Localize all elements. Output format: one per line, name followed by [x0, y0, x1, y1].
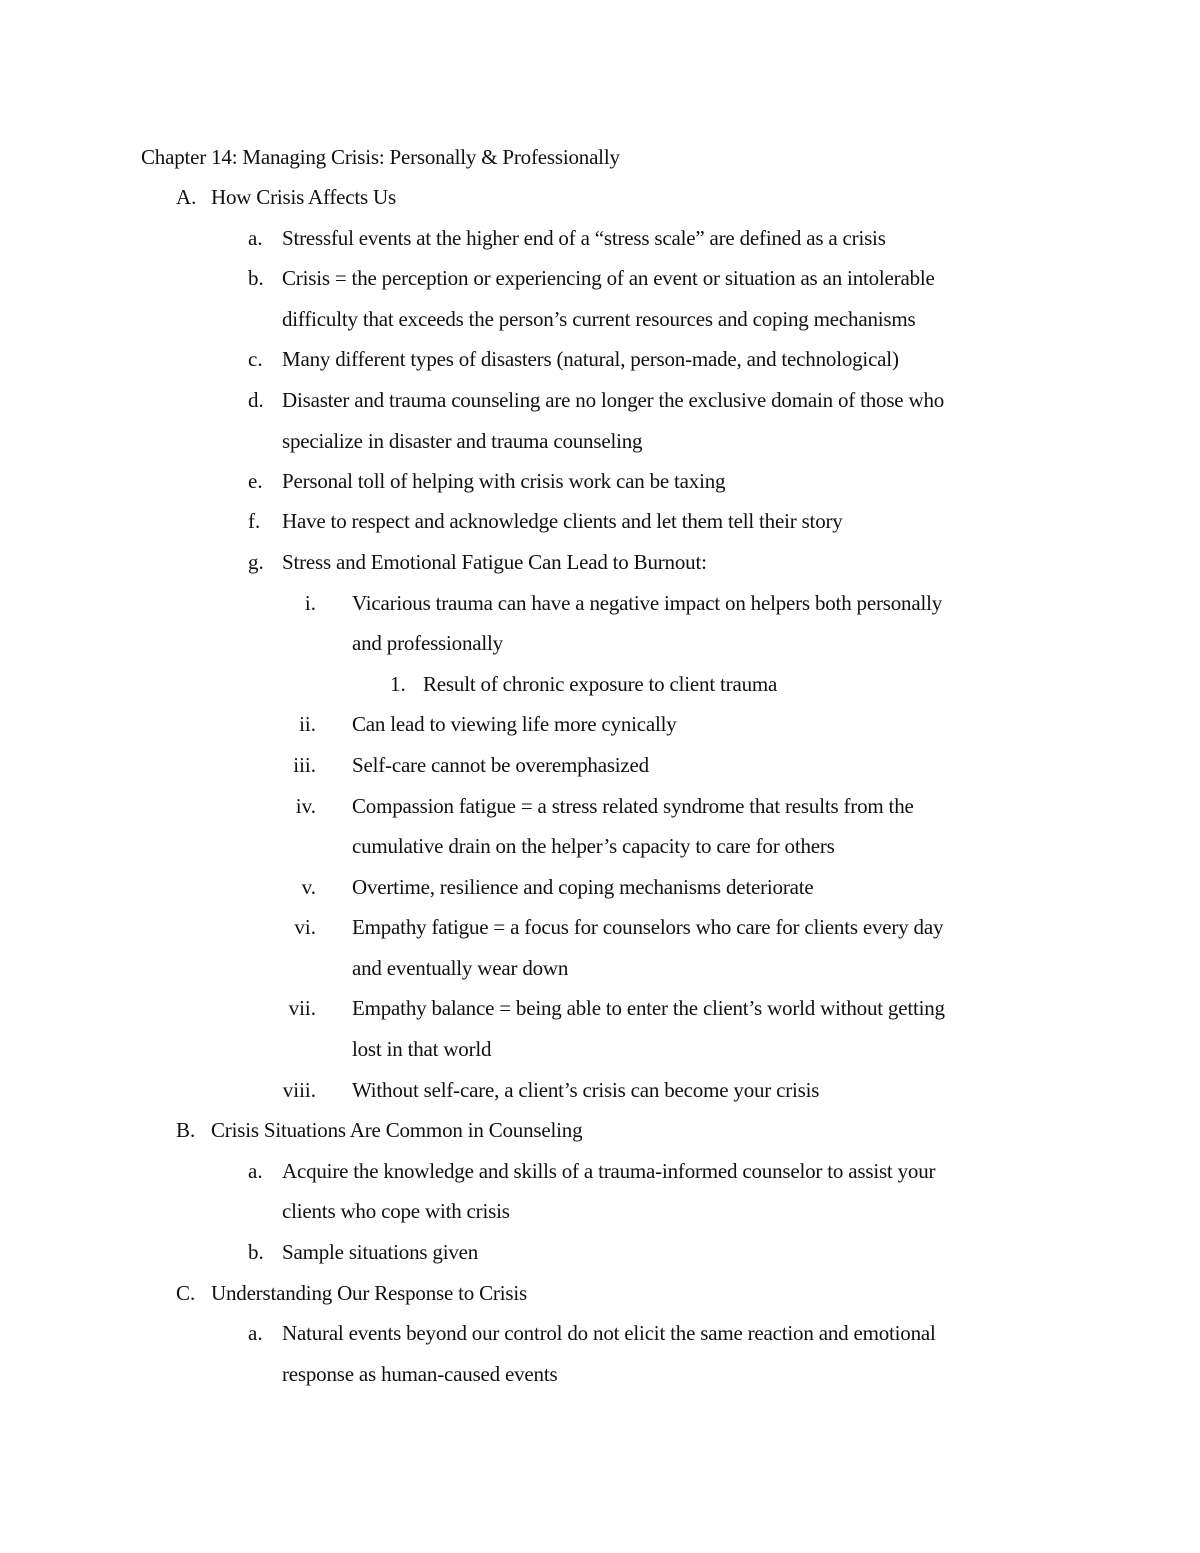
sublist-item-marker: vi. — [294, 915, 316, 939]
sublist-item: Vicarious trauma can have a negative impact on helpers both personally — [352, 591, 943, 615]
list-item: Sample situations given — [282, 1240, 479, 1264]
list-item-marker: a. — [248, 226, 263, 250]
list-item-marker: b. — [248, 266, 264, 290]
section-a-marker: A. — [176, 185, 197, 209]
list-item-marker: a. — [248, 1159, 263, 1183]
section-a-heading: How Crisis Affects Us — [211, 185, 396, 209]
list-item: Acquire the knowledge and skills of a trauma-informed counselor to assist your — [282, 1159, 936, 1183]
sublist-item-marker: ii. — [299, 712, 316, 736]
sublist-item-marker: v. — [301, 875, 316, 899]
list-item: Natural events beyond our control do not elicit the same reaction and emotional — [282, 1321, 936, 1345]
list-item-marker: b. — [248, 1240, 264, 1264]
sublist-item-continuation: lost in that world — [352, 1037, 492, 1061]
sublist-item: Compassion fatigue = a stress related syndrome that results from the — [352, 794, 914, 818]
list-item: Crisis = the perception or experiencing of an event or situation as an intolerable — [282, 266, 935, 290]
section-b-marker: B. — [176, 1118, 196, 1142]
list-item-marker: f. — [248, 509, 261, 533]
list-item-continuation: specialize in disaster and trauma counseling — [282, 429, 643, 453]
sublist-item-marker: viii. — [282, 1078, 316, 1102]
list-item: Stressful events at the higher end of a “stress scale” are defined as a crisis — [282, 226, 886, 250]
list-item-marker: d. — [248, 388, 264, 412]
subsublist-item-marker: 1. — [390, 672, 406, 696]
sublist-item: Overtime, resilience and coping mechanisms deteriorate — [352, 875, 814, 899]
section-b-heading: Crisis Situations Are Common in Counseling — [211, 1118, 583, 1142]
list-item-marker: g. — [248, 550, 264, 574]
sublist-item-continuation: and eventually wear down — [352, 956, 569, 980]
list-item: Disaster and trauma counseling are no longer the exclusive domain of those who — [282, 388, 945, 412]
subsublist-item: Result of chronic exposure to client trauma — [423, 672, 778, 696]
list-item-continuation: clients who cope with crisis — [282, 1199, 510, 1223]
sublist-item-marker: vii. — [288, 996, 316, 1020]
sublist-item: Empathy fatigue = a focus for counselors who care for clients every day — [352, 915, 944, 939]
list-item: Have to respect and acknowledge clients and let them tell their story — [282, 509, 843, 533]
section-c-marker: C. — [176, 1281, 196, 1305]
sublist-item-continuation: and professionally — [352, 631, 503, 655]
sublist-item-marker: iii. — [293, 753, 316, 777]
list-item-marker: e. — [248, 469, 263, 493]
sublist-item-marker: i. — [304, 591, 316, 615]
sublist-item: Can lead to viewing life more cynically — [352, 712, 677, 736]
sublist-item: Empathy balance = being able to enter the client’s world without getting — [352, 996, 945, 1020]
list-item-marker: c. — [248, 347, 263, 371]
list-item-continuation: response as human-caused events — [282, 1362, 558, 1386]
page-title: Chapter 14: Managing Crisis: Personally & Professionally — [141, 145, 620, 169]
list-item-marker: a. — [248, 1321, 263, 1345]
sublist-item-continuation: cumulative drain on the helper’s capacity to care for others — [352, 834, 835, 858]
list-item-continuation: difficulty that exceeds the person’s current resources and coping mechanisms — [282, 307, 916, 331]
list-item: Personal toll of helping with crisis work can be taxing — [282, 469, 726, 493]
list-item: Stress and Emotional Fatigue Can Lead to Burnout: — [282, 550, 707, 574]
sublist-item: Self-care cannot be overemphasized — [352, 753, 649, 777]
section-c-heading: Understanding Our Response to Crisis — [211, 1281, 527, 1305]
list-item: Many different types of disasters (natural, person-made, and technological) — [282, 347, 899, 371]
sublist-item-marker: iv. — [295, 794, 316, 818]
sublist-item: Without self-care, a client’s crisis can become your crisis — [352, 1078, 820, 1102]
